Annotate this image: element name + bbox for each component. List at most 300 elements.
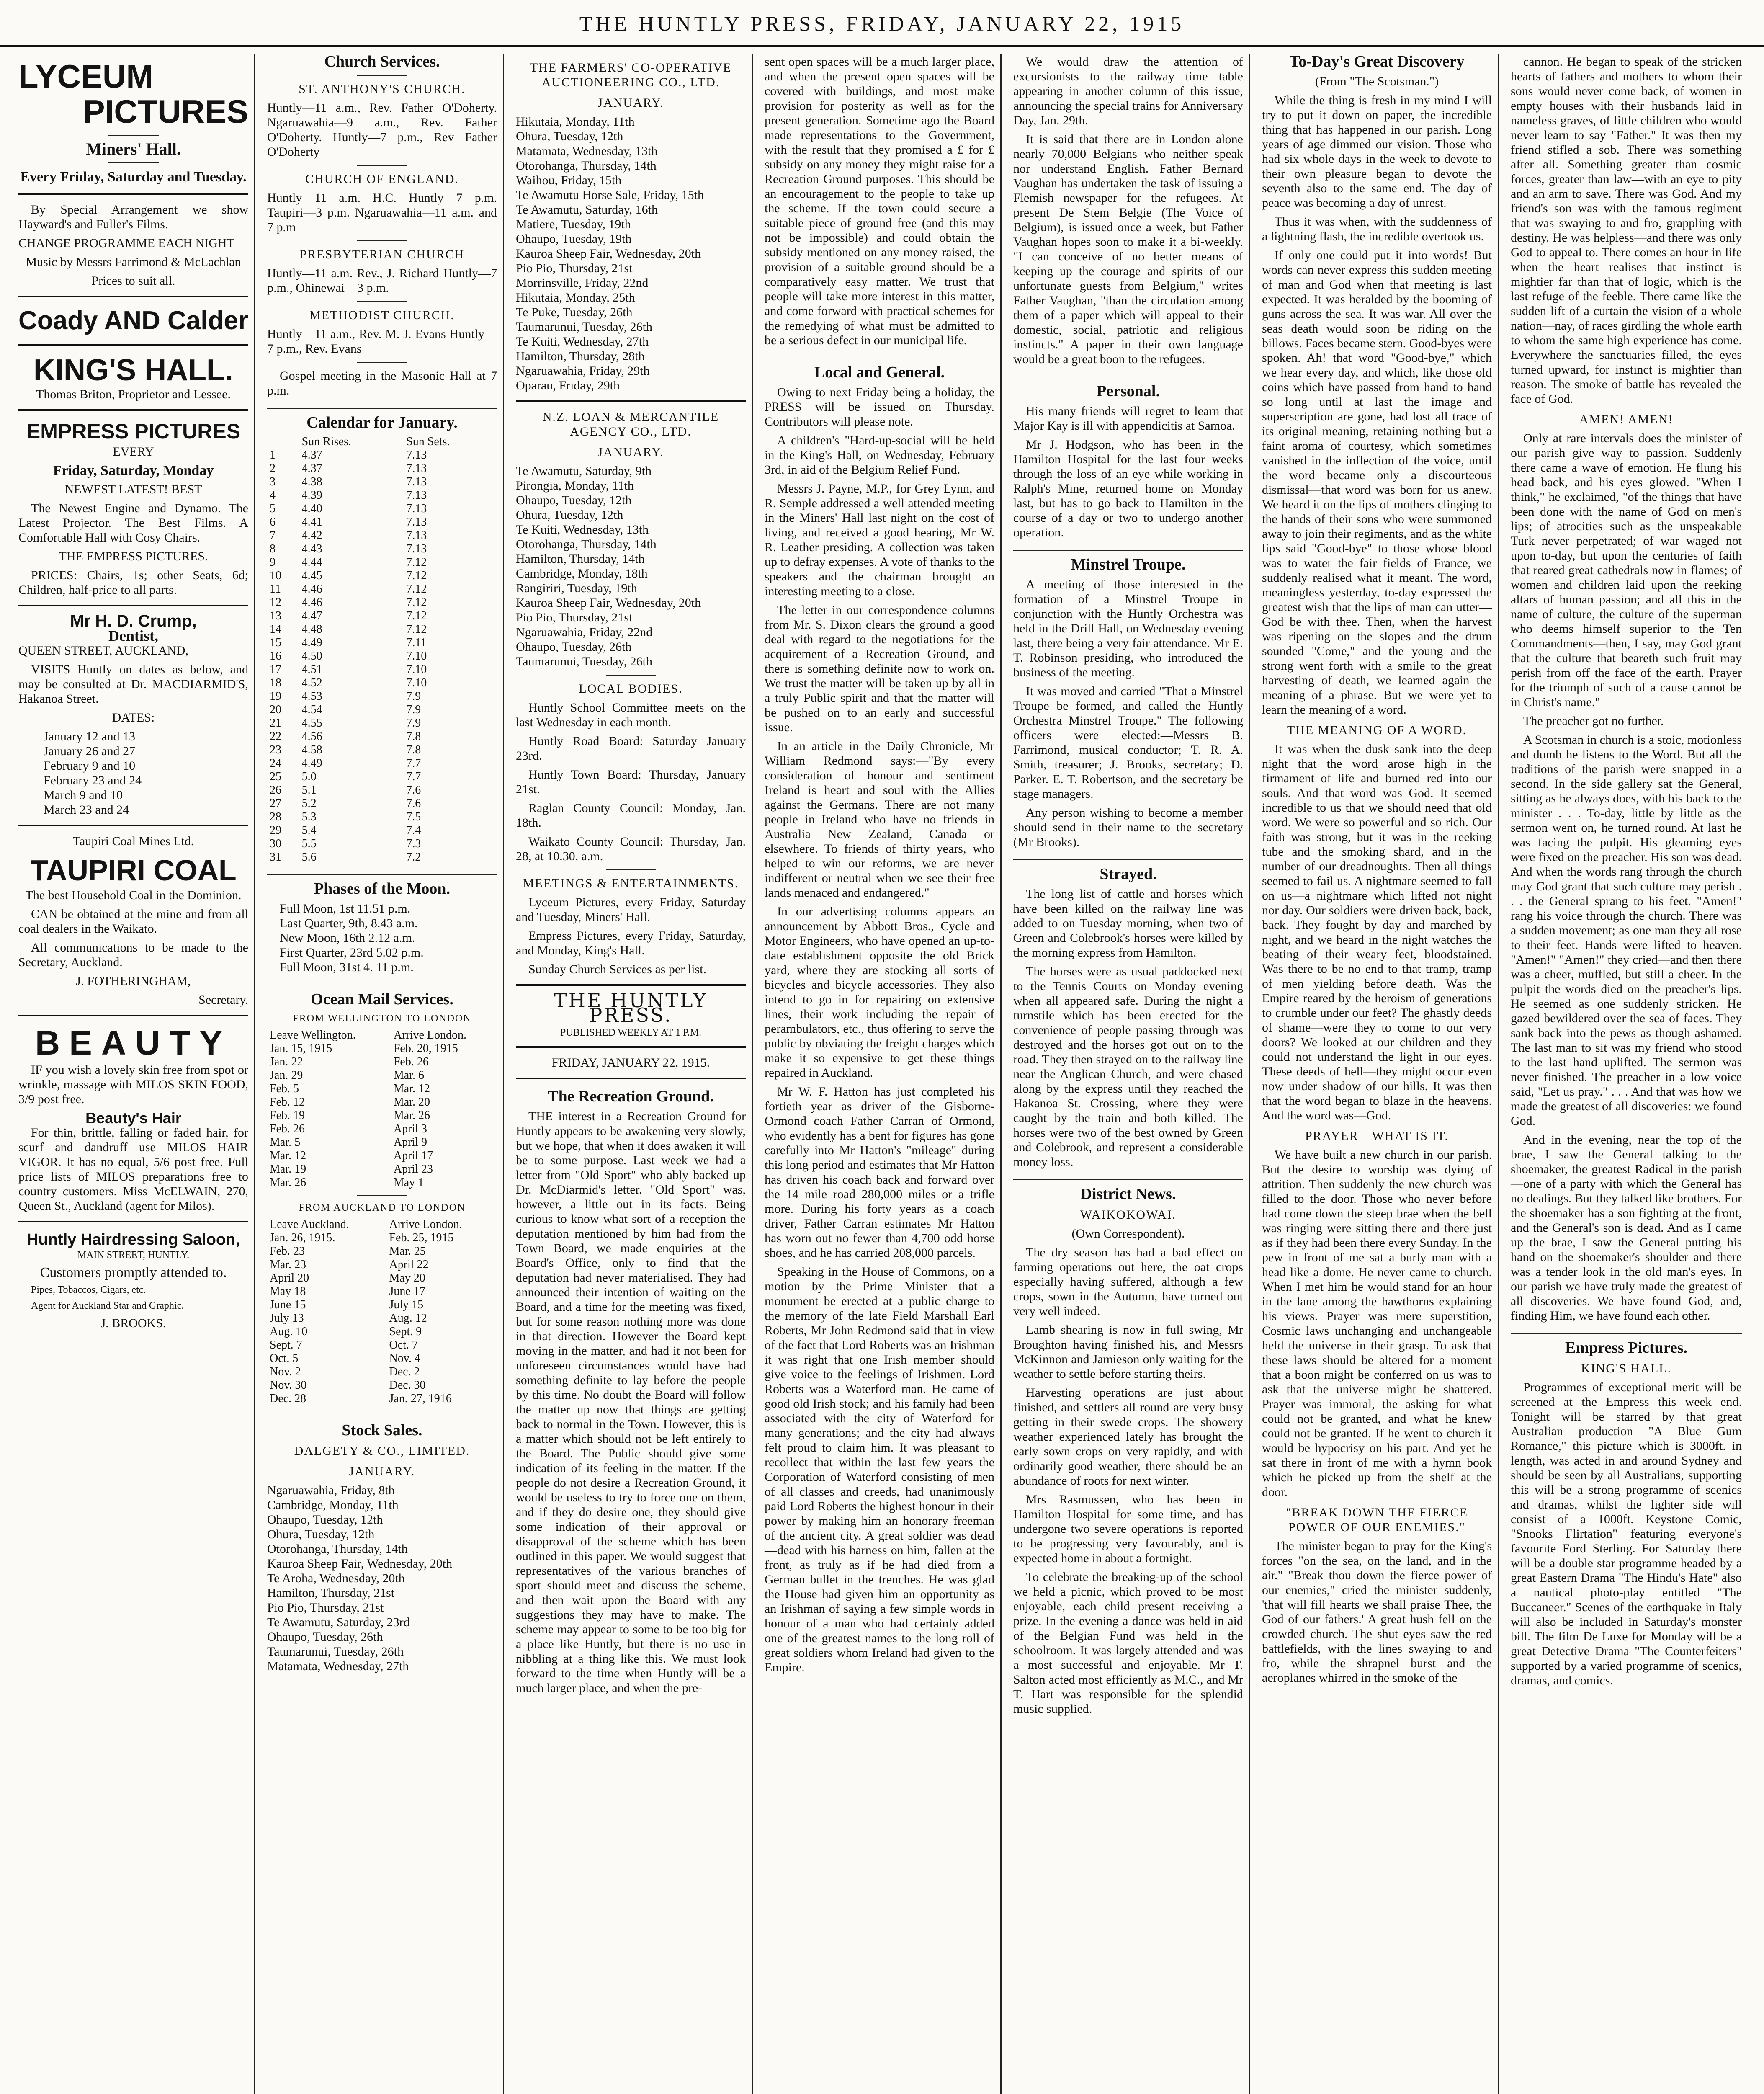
stock-sale-item: Ohaupo, Tuesday, 12th (267, 1513, 383, 1527)
calendar-row (267, 703, 497, 717)
taupiri-can-be: CAN be obtained at the mine and from all coal dealers in the Waikato. (18, 907, 248, 936)
column-1-ads (13, 54, 255, 2094)
nz-loan-sale-item: Ohura, Tuesday, 12th (516, 508, 623, 522)
calendar-row-cell: 7.6 (406, 797, 421, 810)
prayer-heading: PRAYER—WHAT IS IT. (1305, 1129, 1449, 1143)
wellington-mail-row (267, 1042, 497, 1055)
stock-sale-item: Te Aroha, Wednesday, 20th (267, 1571, 405, 1585)
calendar-row (267, 676, 497, 690)
calendar-table (267, 435, 497, 864)
moon-phase: First Quarter, 23rd 5.02 p.m. (280, 946, 424, 959)
crump-date: January 26 and 27 (44, 744, 136, 758)
farmers-sale-item: Ohaupo, Tuesday, 19th (516, 232, 632, 246)
calendar-header-sets: Sun Sets. (406, 435, 450, 448)
auckland-mail-row-cell: Sept. 7 (270, 1338, 302, 1351)
wellington-mail-row-cell: Mar. 26 (270, 1176, 306, 1189)
farmers-sale-item: Matiere, Tuesday, 19th (516, 217, 631, 231)
wellington-mail-row (267, 1055, 497, 1069)
local-body-item: Huntly School Committee meets on the last Wednesday in each month. (516, 701, 746, 729)
auckland-mail-row-cell: June 15 (270, 1298, 306, 1311)
calendar-row-cell: 4.41 (301, 516, 322, 529)
crump-name: Mr H. D. Crump, (70, 612, 197, 630)
auckland-mail-row-cell: Dec. 30 (389, 1379, 426, 1392)
wellington-mail-row-cell: April 23 (393, 1163, 433, 1176)
local-general-paragraph: A children's "Hard-up-social will be held in the King's Hall, on Wednesday, February 3rd, in aid of the Belgium Relief Fund. (765, 433, 994, 477)
auckland-mail-body (267, 1231, 497, 1405)
calendar-heading: Calendar for January. (267, 408, 497, 430)
calendar-row (267, 770, 497, 784)
calendar-row-cell: 10 (270, 569, 281, 582)
auckland-mail-row (267, 1352, 497, 1365)
calendar-row-cell: 7.7 (406, 770, 421, 783)
presbyterian-times: Huntly—11 a.m. Rev., J. Richard Huntly—7 p.m., Ohinewai—3 p.m. (267, 266, 497, 295)
calendar-row-cell: 7.13 (406, 475, 427, 488)
prayer-paragraph: We have built a new church in our parish. But the desire to worship was dying of attrition. Then suddenly the new church was filled to the door. Those who never before had come down the steep brae when the bell was ringing were sitting there and there just as if they had been there every Sunday. In the pew in front of me sat a burly man with a head like a dome. He never came to church. When I met him he would stand for an hour in the lane among the hawthorns explaining his views. Prayer was mere superstition, Cosmic laws unchanging and unchangeable held the universe in their grasp. To ask that these laws should be altered for a moment that a boon might be conferred on us was to ask that the universe might be shattered. Prayer was immoral, the asking for what could not be granted, and what he knew could not be granted. If he went to church it would be hypocrisy on his part. And yet he sat there in front of me with a hymn book which he picked up from the shelf at the door. (1262, 1148, 1492, 1499)
calendar-row-cell: 7.8 (406, 743, 421, 756)
beauty-body: IF you wish a lovely skin free from spot or wrinkle, massage with MILOS SKIN FOOD, 3/9 post free. (18, 1063, 248, 1106)
calendar-row (267, 851, 497, 864)
miners-hall-heading: Miners' Hall. (86, 139, 181, 158)
own-correspondent: (Own Correspondent). (1071, 1227, 1185, 1240)
presbyterian-heading: PRESBYTERIAN CHURCH (299, 248, 465, 261)
wellington-mail-row (267, 1176, 497, 1189)
nz-loan-sale-item: Ohaupo, Tuesday, 12th (516, 493, 632, 507)
calendar-row-cell: 4.45 (301, 569, 322, 582)
hairdressing-agent: Agent for Auckland Star and Graphic. (31, 1300, 184, 1311)
calendar-row-cell: 7.13 (406, 529, 427, 542)
strayed-paragraph: The horses were as usual paddocked next to the Tennis Courts on Monday evening when all appeared safe. During the night a turnstile which has been erected for the convenience of people passing through was destroyed and the horses got out on to the road. They then strayed on to the railway line near the Anglican Church, and were chased along by the express until they reached the Hakanoa St. Crossing, where they were caught by the train and both killed. The horses were two of the best owned by Green and Colebrook, and represent a considerable money loss. (1013, 964, 1243, 1169)
personal-paragraph: His many friends will regret to learn that Major Kay is ill with appendicitis at Samoa. (1013, 404, 1243, 433)
taupiri-fotheringham: J. FOTHERINGHAM, (76, 974, 191, 988)
local-body-item: Waikato County Council: Thursday, Jan. 28, at 10.30. a.m. (516, 835, 746, 863)
farmers-sale-item: Hikutaia, Monday, 25th (516, 291, 635, 304)
calendar-row-cell: 5.6 (301, 851, 317, 864)
empress-every: EVERY (113, 445, 154, 459)
wellington-mail-row-cell: Mar. 6 (393, 1069, 424, 1082)
calendar-row-cell: 16 (270, 650, 281, 663)
dalgety-january: JANUARY. (349, 1465, 415, 1478)
calendar-row (267, 810, 497, 824)
calendar-row (267, 529, 497, 542)
personal-heading: Personal. (1013, 377, 1243, 399)
beauty-heading: BEAUTY (35, 1024, 232, 1062)
meeting-item: Sunday Church Services as per list. (528, 962, 706, 976)
meaning-paragraph: It was when the dusk sank into the deep night that the word arose high in the firmament of life and burned red into our souls. And that word was God. It seemed incredible to us that we should need that old word. We were so powerful and so rich. Our faith was strong, but it was in the reeking tube and the smoking shard, and in the number of our dreadnoughts. Then all things seemed to fail us. A nightmare seemed to fall on us—a nightmare which lifted not night nor day. Our soldiers were driven back, back, back. They fought by day and marched by night, and we heard in the night watches the beating of their weary feet, bloodstained. Was there to be no end to that tramp, tramp of men yielding before death. Was the Empire reared by the heroism of generations to crumble under our feet? The ghastly deeds of shame—were they to come to our very doors? We looked at our children and they could not understand the light in our eyes. These deeds of hell—they might occur even now under shadow of our hills. It was then that the word began to blaze in the heavens. And the word was—God. (1262, 742, 1492, 1122)
farmers-sale-item: Morrinsville, Friday, 22nd (516, 276, 649, 290)
stock-sale-item: Ohaupo, Tuesday, 26th (267, 1630, 383, 1644)
minstrel-heading: Minstrel Troupe. (1013, 550, 1243, 572)
discovery-paragraph: Thus it was when, with the suddenness of a lightning flash, the incredible overtook us. (1262, 215, 1492, 243)
taupiri-best: The best Household Coal in the Dominion. (25, 888, 242, 902)
moon-phases-list (267, 901, 497, 975)
calendar-header-day (267, 435, 299, 449)
calendar-row-cell: 26 (270, 784, 281, 797)
taupiri-comms: All communications to be made to the Secretary, Auckland. (18, 941, 248, 969)
amen-body (1511, 431, 1742, 1323)
column-2-listings (261, 54, 504, 2094)
local-general-paragraph: Speaking in the House of Commons, on a motion by the Prime Minister that a monument be erected at a public charge to the memory of the late Field Marshall Earl Roberts, Mr John Redmond said that in view of the fact that Lord Roberts was an Irishman it was right that one Irish member should give voice to the feelings of Irishmen. Lord Roberts was a Waterford man. He came of good old Irish stock; and his family had been associated with the city of Waterford for many generations; and the city had always felt proud to claim him. It was pleasant to recollect that within the last few years the Corporation of Waterford consisting of men of all classes and creeds, had unanimously paid Lord Roberts the highest honour in their power by making him an honorary freeman of the ancient city. A great soldier was dead—dead with his harness on him, fallen at the front, as truly as if he had died from a German bullet in the trenches. He was glad the House had given him an opportunity as an Irishman of saying a few simple words in honour of a man who had certainly added one of the greatest names to the long roll of great soldiers whom Ireland had given to the Empire. (765, 1265, 994, 1674)
local-general-heading: Local and General. (765, 358, 994, 380)
calendar-row-cell: 30 (270, 837, 281, 850)
wellington-mail-row (267, 1163, 497, 1176)
hairdressing-heading: Huntly Hairdressing Saloon, (27, 1231, 240, 1248)
discovery-source: (From "The Scotsman.") (1315, 75, 1439, 88)
calendar-row-cell: 4.46 (301, 596, 322, 609)
calendar-row-cell: 4 (270, 489, 276, 502)
methodist-times: Huntly—11 a.m., Rev. M. J. Evans Huntly—7 p.m., Rev. Evans (267, 327, 497, 356)
auckland-mail-row-cell: Nov. 30 (270, 1379, 307, 1392)
taupiri-coal-heading: TAUPIRI COAL (30, 854, 237, 887)
hairdressing-pipes: Pipes, Tobaccos, Cigars, etc. (31, 1284, 146, 1295)
hairdressing-brooks: J. BROOKS. (100, 1316, 166, 1330)
calendar-row-cell: 5.2 (301, 797, 317, 810)
local-bodies-heading: LOCAL BODIES. (579, 682, 683, 696)
calendar-row (267, 449, 497, 462)
auckland-header-row (267, 1218, 497, 1231)
calendar-row-cell: 7.7 (406, 757, 421, 770)
crump-dates-list (18, 729, 248, 817)
auckland-mail-row-cell: July 15 (389, 1298, 424, 1311)
calendar-row-cell: 5 (270, 502, 276, 515)
calendar-row-cell: 5.1 (301, 784, 317, 797)
auckland-mail-row-cell: Aug. 10 (270, 1325, 308, 1338)
calendar-row-cell: 4.55 (301, 717, 322, 730)
stock-sale-item: Otorohanga, Thursday, 14th (267, 1542, 408, 1556)
calendar-row-cell: 4.39 (301, 489, 322, 502)
column-5 (1007, 54, 1250, 2094)
nz-loan-sale-item: Otorohanga, Thursday, 14th (516, 537, 657, 551)
wellington-mail-row (267, 1109, 497, 1122)
calendar-row-cell: 8 (270, 542, 276, 555)
calendar-row-cell: 7.12 (406, 623, 427, 636)
auckland-mail-row (267, 1365, 497, 1379)
auckland-mail-row-cell: Dec. 2 (389, 1365, 420, 1378)
auckland-mail-row-cell: Mar. 23 (270, 1258, 306, 1271)
calendar-row-cell: 4.42 (301, 529, 322, 542)
crump-date: February 23 and 24 (44, 774, 142, 787)
from-auckland-heading: FROM AUCKLAND TO LONDON (299, 1202, 466, 1213)
calendar-row-cell: 27 (270, 797, 281, 810)
farmers-sale-item: Matamata, Wednesday, 13th (516, 144, 658, 158)
district-paragraph: Lamb shearing is now in full swing, Mr Broughton having finished his, and Messrs McKinnon and Jamieson only waiting for the weather to settle before starting theirs. (1013, 1323, 1243, 1381)
empress-the-empress: THE EMPRESS PICTURES. (59, 549, 208, 563)
calendar-row-cell: 4.43 (301, 542, 322, 555)
crump-address: QUEEN STREET, AUCKLAND, (18, 644, 189, 658)
calendar-row-cell: 22 (270, 730, 281, 743)
calendar-row (267, 542, 497, 556)
calendar-row-cell: 7.4 (406, 824, 421, 837)
empress-kings-hall: KING'S HALL. (1581, 1362, 1672, 1375)
calendar-row-cell: 4.38 (301, 475, 322, 488)
auckland-mail-row-cell: May 20 (389, 1271, 425, 1284)
methodist-heading: METHODIST CHURCH. (309, 308, 455, 322)
calendar-row-cell: 3 (270, 475, 276, 488)
wellington-mail-body (267, 1042, 497, 1189)
calendar-row-cell: 13 (270, 609, 281, 622)
calendar-header-row (267, 435, 497, 449)
nz-loan-sales-list (516, 464, 746, 669)
calendar-row-cell: 2 (270, 462, 276, 475)
nz-loan-sale-item: Te Kuiti, Wednesday, 13th (516, 523, 649, 536)
amen-paragraph: The preacher got no further. (1523, 714, 1664, 728)
district-news-body (1013, 1245, 1243, 1716)
ocean-mail-heading: Ocean Mail Services. (267, 985, 497, 1007)
lyceum-music: Music by Messrs Farrimond & McLachlan (26, 255, 241, 269)
wellington-mail-row (267, 1069, 497, 1082)
amen-paragraph: And in the evening, near the top of the brae, I saw the General talking to the shoemaker, the greatest Radical in the parish—one of a party with which the General has no dealings. But they talked like brothers. For the shoemaker has a son fighting at the front, and the General's son is dead. And as I came up the brae, I saw the General putting his hand on the shoemaker's shoulder and there was a tender look in the old man's eyes. In our parish we have truly made the greatest of all discoveries. We have found God, and, finding Him, we have found each other. (1511, 1133, 1742, 1323)
break-down-heading: "BREAK DOWN THE FIERCE POWER OF OUR ENEMIES." (1286, 1506, 1468, 1534)
auckland-mail-row-cell: April 20 (270, 1271, 309, 1284)
calendar-row-cell: 4.40 (301, 502, 322, 515)
calendar-row (267, 475, 497, 489)
nz-loan-sale-item: Hamilton, Thursday, 14th (516, 552, 645, 566)
farmers-sale-item: Otorohanga, Thursday, 14th (516, 159, 657, 173)
discovery-continued (1511, 54, 1742, 406)
stock-sales-list (267, 1483, 497, 1674)
calendar-row-cell: 7.13 (406, 449, 427, 462)
calendar-row-cell: 4.53 (301, 690, 322, 703)
wellington-mail-row (267, 1122, 497, 1136)
lyceum-days: Every Friday, Saturday and Tuesday. (20, 169, 247, 185)
column-5-top-paragraphs (1013, 54, 1243, 366)
stock-sale-item: Ohura, Tuesday, 12th (267, 1527, 375, 1541)
calendar-row-cell: 4.51 (301, 663, 322, 676)
farmers-sale-item: Waihou, Friday, 15th (516, 173, 622, 187)
meeting-item: Empress Pictures, every Friday, Saturday, and Monday, King's Hall. (516, 929, 746, 957)
beauty-hair-body: For thin, brittle, falling or faded hair, for scurf and dandruff use MILOS HAIR VIGOR. It has no equal, 5/6 post free. Full price lists of MILOS preparations free to country customers. Miss McELWAIN, 270, Queen St., Auckland (agent for Milos). (18, 1126, 248, 1213)
calendar-row (267, 743, 497, 757)
calendar-row-cell: 7.10 (406, 650, 427, 663)
calendar-row-cell: 4.58 (301, 743, 322, 756)
amen-paragraph: Only at rare intervals does the minister of our parish give way to passion. Suddenly there came a wave of emotion. He flung his head back, and his eyes glowed. "When I think," he exclaimed, "of the things that have been done with the name of God on men's lips; of atrocities such as the unspeakable Turk never perpetrated; of war waged not upon to-day, but upon the centuries of faith that reared great cathedrals now in flames; of women and children laid upon the reeking altars of human passion; and all this in the name of culture, the culture of the superman who deems himself superior to the Ten Commandments—then, I say, may God grant that the culture that beareth such fruit may perish from off the face of the earth. Prayer for the triumph of such of a cause cannot be in Christ's name." (1511, 431, 1742, 709)
column-3 (510, 54, 753, 2094)
nz-loan-sale-item: Cambridge, Monday, 18th (516, 567, 648, 580)
calendar-row-cell: 25 (270, 770, 281, 783)
calendar-row-cell: 7.12 (406, 609, 427, 622)
crump-date: February 9 and 10 (44, 759, 136, 773)
wellington-mail-row-cell: Jan. 29 (270, 1069, 303, 1082)
calendar-row-cell: 14 (270, 623, 281, 636)
auckland-arrive-header: Arrive London. (389, 1218, 462, 1231)
prayer-body (1262, 1148, 1492, 1499)
farmers-january: JANUARY. (597, 96, 664, 110)
calendar-row-cell: 7.12 (406, 569, 427, 582)
auckland-mail-row-cell: Nov. 2 (270, 1365, 301, 1378)
calendar-row (267, 837, 497, 851)
calendar-row-cell: 5.0 (301, 770, 317, 783)
church-of-england-heading: CHURCH OF ENGLAND. (305, 172, 459, 186)
nz-loan-sale-item: Te Awamutu, Saturday, 9th (516, 464, 652, 478)
meaning-body (1262, 742, 1492, 1123)
column-6 (1256, 54, 1499, 2094)
farmers-sale-item: Te Awamutu, Saturday, 16th (516, 203, 658, 217)
wellington-mail-row-cell: May 1 (393, 1176, 424, 1189)
nz-loan-heading: N.Z. LOAN & MERCANTILE AGENCY CO., LTD. (542, 410, 719, 438)
calendar-row (267, 583, 497, 596)
calendar-row-cell: 12 (270, 596, 281, 609)
nz-loan-sale-item: Rangiriri, Tuesday, 19th (516, 581, 637, 595)
calendar-row-cell: 5.3 (301, 810, 317, 823)
wellington-mail-row-cell: Jan. 15, 1915 (270, 1042, 332, 1055)
auckland-mail-row-cell: Nov. 4 (389, 1352, 420, 1365)
wellington-arrive-header: Arrive London. (393, 1029, 467, 1042)
auckland-mail-table (267, 1218, 497, 1405)
calendar-row-cell: 4.56 (301, 730, 322, 743)
auckland-mail-row (267, 1298, 497, 1312)
nz-loan-sale-item: Ngaruawahia, Friday, 22nd (516, 625, 653, 639)
local-body-item: Raglan County Council: Monday, Jan. 18th. (516, 801, 746, 830)
calendar-row-cell: 5.4 (301, 824, 317, 837)
calendar-row-cell: 7.5 (406, 810, 421, 823)
calendar-row-cell: 4.52 (301, 676, 322, 689)
paper-name: THE HUNTLY PRESS. (554, 989, 708, 1026)
auckland-mail-row-cell: Jan. 27, 1916 (389, 1392, 452, 1405)
wellington-mail-row-cell: Mar. 12 (270, 1149, 306, 1162)
auckland-mail-row-cell: June 17 (389, 1285, 425, 1298)
calendar-row-cell: 18 (270, 676, 281, 689)
st-anthony-heading: ST. ANTHONY'S CHURCH. (299, 82, 466, 96)
calendar-row-cell: 4.49 (301, 757, 322, 770)
auckland-mail-row-cell: Feb. 23 (270, 1245, 305, 1258)
empress-newest: NEWEST LATEST! BEST (64, 482, 202, 496)
calendar-row-cell: 7.13 (406, 516, 427, 529)
calendar-row-cell: 19 (270, 690, 281, 703)
calendar-row-cell: 7.9 (406, 717, 421, 730)
auckland-mail-row (267, 1271, 497, 1285)
calendar-body (267, 449, 497, 864)
wellington-mail-table (267, 1029, 497, 1189)
taupiri-company: Taupiri Coal Mines Ltd. (72, 834, 194, 848)
wellington-mail-row-cell: Feb. 19 (270, 1109, 305, 1122)
strayed-body (1013, 887, 1243, 1169)
calendar-row-cell: 4.49 (301, 636, 322, 649)
strayed-heading: Strayed. (1013, 859, 1243, 882)
auckland-mail-row (267, 1245, 497, 1258)
personal-body (1013, 404, 1243, 540)
calendar-row-cell: 7 (270, 529, 276, 542)
crump-body: VISITS Huntly on dates as below, and may be consulted at Dr. MACDIARMID'S, Hakanoa Street. (18, 663, 248, 706)
auckland-mail-row-cell: Aug. 12 (389, 1312, 427, 1325)
moon-phase: Full Moon, 1st 11.51 p.m. (280, 902, 411, 915)
lyceum-arrangement: By Special Arrangement we show Hayward's and Fuller's Films. (18, 203, 248, 231)
district-paragraph: Harvesting operations are just about finished, and settlers all round are very busy getting in their swede crops. The showery weather experienced lately has brought the early sown crops on very rapidly, and with ordinarily good weather, there should be an abundance of roots for next winter. (1013, 1386, 1243, 1488)
calendar-row-cell: 4.50 (301, 650, 322, 663)
minstrel-paragraph: A meeting of those interested in the formation of a Minstrel Troupe in conjunction with the Huntly Orchestra was held in the Drill Hall, on Wednesday evening last, there being a very fair attendance. Mr E. T. Robinson presiding, who introduced the business of the meeting. (1013, 578, 1243, 679)
calendar-row (267, 516, 497, 529)
moon-phases-heading: Phases of the Moon. (267, 874, 497, 896)
taupiri-secretary: Secretary. (198, 993, 248, 1007)
farmers-sale-item: Oparau, Friday, 29th (516, 379, 620, 392)
calendar-row-cell: 7.6 (406, 784, 421, 797)
recreation-ground-body: THE interest in a Recreation Ground for Huntly appears to be awakening very slowly, but we hope, that when it does awaken it will be to some purpose. Last week we had a letter from "Old Sport" who ably backed up Dr. McDiarmid's letter. "Old Sport" was, however, a little out in its facts. Being curious to know what sort of a reception the deputation mentioned by him had from the Town Board, we made enquiries at the Board's Office, only to find that the deputation had never materialised. They had announced their intention of waiting on the Board, and a time for the meeting was fixed, but for some reason nothing more was done in that direction. However the Board kept moving in the matter, and had it not been for unforeseen circumstances would have had something definite to lay before the people by this time. No doubt the Board will follow the matter up now that things are getting back to normal in the Town. However, this is a matter which should not be left entirely to the Board. The Public should give some indication of its feeling in the matter. If the people do not desire a Recreation Ground, it would be useless to try to force one on them, and if they do desire one, they should give some indication of their approval or disapproval of the scheme which has been outlined in this paper. We would suggest that representatives of the various branches of sport should meet and discuss the scheme, and then wait upon the Board with any suggestions they may have to make. The scheme may appear to some to be too big for a place like Huntly, but there is no use in nibbling at a thing like this. We must look forward to the time when Huntly will be a much larger place, and when the pre- (516, 1109, 746, 1695)
column-5-paragraph: We would draw the attention of excursionists to the railway time table appearing in another column of this issue, announcing the special trains for Anniversary Day, Jan. 29th. (1013, 55, 1243, 127)
farmers-sale-item: Te Kuiti, Wednesday, 27th (516, 335, 649, 348)
st-anthony-times: Huntly—11 a.m., Rev. Father O'Doherty. Ngaruawahia—9 a.m., Rev. Father O'Doherty. Huntly—7 p.m., Rev Father O'Doherty (267, 101, 497, 159)
crump-date: March 23 and 24 (44, 803, 129, 817)
auckland-mail-row (267, 1312, 497, 1325)
farmers-sale-item: Ohura, Tuesday, 12th (516, 129, 623, 143)
coady-calder-heading: Coady AND Calder (18, 306, 248, 335)
calendar-row (267, 730, 497, 743)
wellington-mail-row-cell: Mar. 26 (393, 1109, 430, 1122)
calendar-row-cell: 4.54 (301, 703, 322, 716)
auckland-mail-row (267, 1338, 497, 1352)
discovery-body (1262, 93, 1492, 717)
meetings-heading: MEETINGS & ENTERTAINMENTS. (523, 877, 739, 890)
from-wellington-heading: FROM WELLINGTON TO LONDON (293, 1013, 471, 1024)
meetings-list (516, 895, 746, 977)
stock-sale-item: Hamilton, Thursday, 21st (267, 1586, 395, 1600)
moon-phase: New Moon, 16th 2.12 a.m. (280, 931, 415, 945)
nz-loan-sale-item: Pio Pio, Thursday, 21st (516, 611, 633, 624)
calendar-row-cell: 11 (270, 583, 281, 596)
meaning-heading: THE MEANING OF A WORD. (1287, 723, 1467, 737)
wellington-mail-row-cell: Feb. 5 (270, 1082, 299, 1095)
minstrel-paragraph: Any person wishing to become a member should send in their name to the secretary (Mr Brooks). (1013, 806, 1243, 849)
nz-loan-sale-item: Pirongia, Monday, 11th (516, 479, 634, 493)
calendar-row-cell: 15 (270, 636, 281, 649)
local-general-paragraph: In our advertising columns appears an announcement by Abbott Bros., Cycle and Motor Engineers, who have opened an up-to-date establishment opposite the old Brick yard, where they are stocking all sorts of bicycles and bicycle accessories. They also intend to go in for repairing on extensive lines, their work including the repair of perambulators, etc., thus offering to serve the public by obviating the freight charges which make it so expensive to get these things repaired in Auckland. (765, 905, 994, 1080)
wellington-mail-row (267, 1082, 497, 1096)
stock-sale-item: Cambridge, Monday, 11th (267, 1498, 399, 1512)
local-bodies-list (516, 700, 746, 864)
calendar-row-cell: 7.13 (406, 542, 427, 555)
stock-sale-item: Matamata, Wednesday, 27th (267, 1659, 409, 1673)
farmers-sale-item: Taumarunui, Tuesday, 26th (516, 320, 652, 334)
nz-loan-sale-item: Ohaupo, Tuesday, 26th (516, 640, 632, 654)
wellington-mail-row-cell: Feb. 20, 1915 (393, 1042, 458, 1055)
minstrel-paragraph: It was moved and carried "That a Minstrel Troupe be formed, and called the Huntly Orchestra Minstrel Troupe." The following officers were elected:—Messrs B. Farrimond, musical conductor; T. R. A. Smith, treasurer; J. Brooks, secretary; D. Parker. E. T. Robertson, and the secretary be stage managers. (1013, 684, 1243, 801)
local-general-paragraph: Owing to next Friday being a holiday, the PRESS will be issued on Thursday. Contributors will please note. (765, 385, 994, 428)
break-down-body (1262, 1539, 1492, 1685)
farmers-sale-item: Te Puke, Tuesday, 26th (516, 305, 633, 319)
farmers-sale-item: Kauroa Sheep Fair, Wednesday, 20th (516, 247, 701, 260)
calendar-row-cell: 1 (270, 449, 276, 462)
calendar-row-cell: 24 (270, 757, 281, 770)
calendar-row-cell: 4.46 (301, 583, 322, 596)
paper-published: PUBLISHED WEEKLY AT 1 P.M. (560, 1027, 702, 1038)
local-body-item: Huntly Road Board: Saturday January 23rd. (516, 734, 746, 763)
wellington-header-row (267, 1029, 497, 1042)
calendar-row-cell: 21 (270, 717, 281, 730)
calendar-row-cell: 4.48 (301, 623, 322, 636)
stock-sale-item: Ngaruawahia, Friday, 8th (267, 1483, 395, 1497)
local-general-paragraph: Mr W. F. Hatton has just completed his fortieth year as driver of the Gisborne-Ormond coach Father Carran of Ormond, who evidently has a bent for figures has gone carefully into Mr Hatton's "mileage" during this long period and estimates that Mr Hatton has driven his coach back and forward over the 14 mile road 280,000 miles or a trifle more. During his forty years as a coach driver, Father Carran estimates Mr Hatton has worn out no fewer than 4,700 odd horse shoes, and he has carried 208,000 parcels. (765, 1085, 994, 1260)
calendar-row-cell: 7.10 (406, 676, 427, 689)
calendar-row (267, 609, 497, 623)
auckland-mail-row-cell: Sept. 9 (389, 1325, 422, 1338)
auckland-mail-row-cell: Feb. 25, 1915 (389, 1231, 454, 1244)
nz-loan-sale-item: Taumarunui, Tuesday, 26th (516, 655, 652, 668)
wellington-mail-row-cell: Feb. 26 (270, 1122, 305, 1135)
wellington-mail-row-cell: Mar. 20 (393, 1096, 430, 1109)
calendar-row-cell: 17 (270, 663, 281, 676)
local-general-body (765, 385, 994, 1675)
auckland-mail-row-cell: Oct. 7 (389, 1338, 418, 1351)
empress-pictures-news-heading: Empress Pictures. (1511, 1333, 1742, 1355)
paper-date: FRIDAY, JANUARY 22, 1915. (551, 1056, 710, 1070)
hairdressing-customers: Customers promptly attended to. (40, 1265, 227, 1280)
farmers-sale-item: Pio Pio, Thursday, 21st (516, 261, 633, 275)
calendar-row-cell: 7.12 (406, 596, 427, 609)
wellington-mail-row-cell: Mar. 19 (270, 1163, 306, 1176)
calendar-row-cell: 7.13 (406, 502, 427, 515)
calendar-row (267, 462, 497, 475)
meeting-item: Lyceum Pictures, every Friday, Saturday and Tuesday, Miners' Hall. (516, 895, 746, 924)
calendar-row-cell: 7.12 (406, 556, 427, 569)
wellington-mail-row (267, 1136, 497, 1149)
auckland-mail-row (267, 1325, 497, 1338)
